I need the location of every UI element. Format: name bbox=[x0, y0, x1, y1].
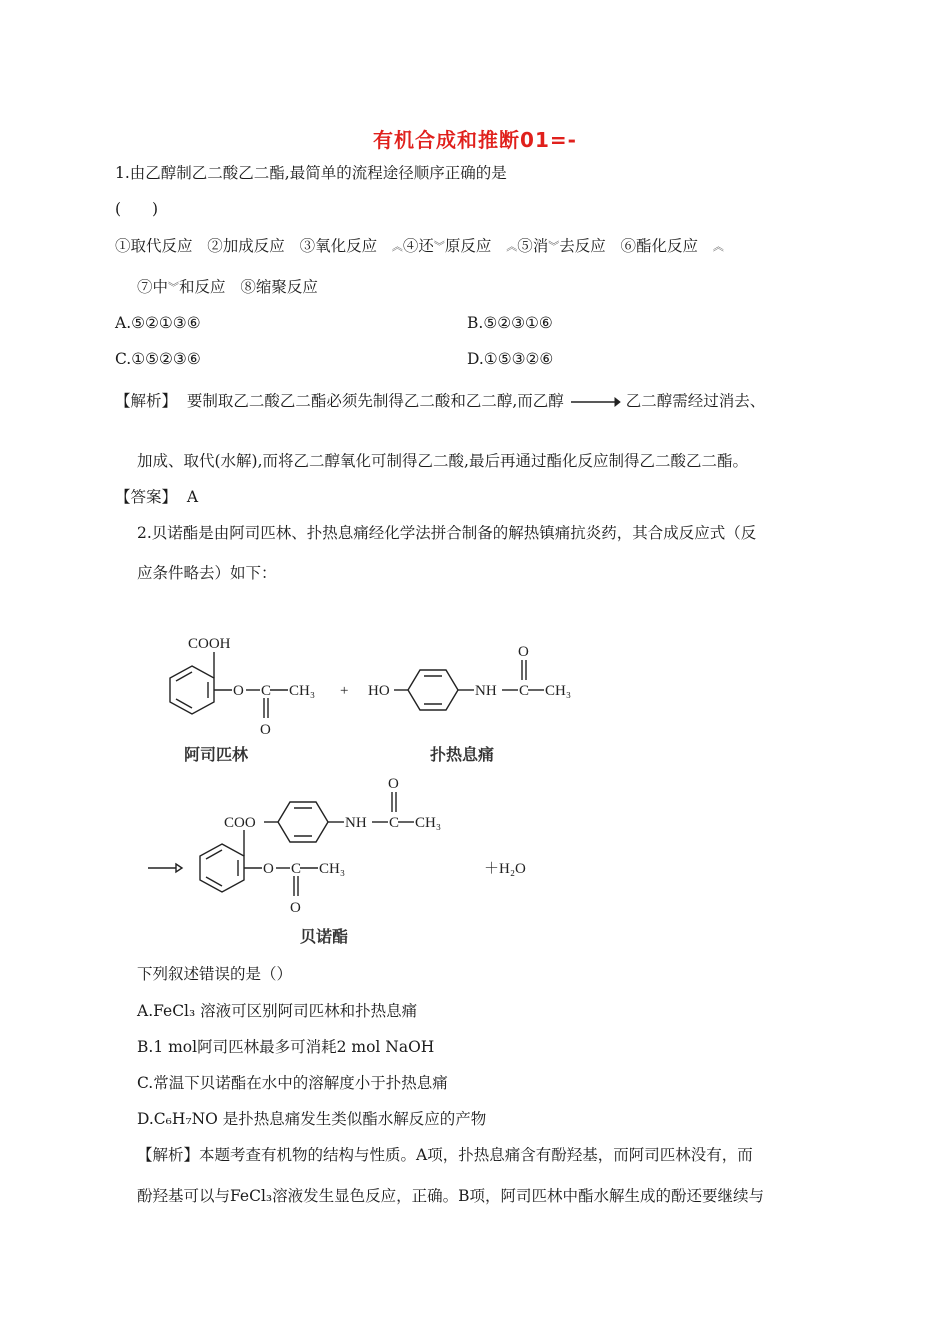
q2-option-b: B.1 mol阿司匹林最多可消耗2 mol NaOH bbox=[137, 1038, 435, 1056]
q1-analysis-text-a: 要制取乙二酸乙二酯必须先制得乙二酸和乙二醇,而乙醇 bbox=[186, 392, 564, 410]
amide-nitrogen: NH bbox=[345, 815, 367, 831]
q1-opt-6: ⑥酯化反应 bbox=[620, 237, 699, 255]
plus-sign: + bbox=[340, 683, 349, 699]
methyl-group: CH₃ bbox=[289, 683, 316, 699]
carbonyl-carbon: C bbox=[389, 815, 400, 831]
q1-analysis-line2: 加成、取代(水解),而将乙二醇氧化可制得乙二酸,最后再通过酯化反应制得乙二酸乙二酯。 bbox=[137, 452, 748, 470]
q1-analysis-text-b: 乙二醇需经过消去、 bbox=[625, 392, 766, 410]
amide-nitrogen: NH bbox=[475, 683, 497, 699]
carbonyl-oxygen: O bbox=[260, 722, 271, 738]
q1-answer-tag: 【答案】 bbox=[115, 488, 178, 506]
arrow-right-icon bbox=[569, 395, 621, 409]
ester-coo-group: COO bbox=[224, 815, 256, 831]
q1-choice-d: D.①⑤③②⑥ bbox=[467, 350, 554, 368]
reaction-arrow-icon bbox=[148, 864, 182, 872]
q1-options-line2 bbox=[137, 277, 318, 298]
q1-analysis-line1 bbox=[115, 391, 765, 411]
q1-analysis-tag: 【解析】 bbox=[115, 392, 178, 410]
benorilate-structure bbox=[200, 776, 441, 916]
carbonyl-carbon: C bbox=[291, 861, 302, 877]
label-aspirin: 阿司匹林 bbox=[184, 745, 249, 764]
q1-opt-4b: 原反应 bbox=[444, 237, 492, 255]
q2-stem-line1: 2.贝诺酯是由阿司匹林、扑热息痛经化学法拼合制备的解热镇痛抗炎药，其合成反应式（反 bbox=[137, 524, 757, 542]
q1-choice-c: C.①⑤②③⑥ bbox=[115, 350, 201, 368]
q1-opt-2: ②加成反应 bbox=[207, 237, 285, 255]
q2-analysis-tag: 【解析】 bbox=[137, 1146, 200, 1164]
methyl-group: CH₃ bbox=[319, 861, 346, 877]
q1-choice-a: A.⑤②①③⑥ bbox=[115, 314, 201, 332]
q2-option-d: D.C₆H₇NO 是扑热息痛发生类似酯水解反应的产物 bbox=[137, 1110, 487, 1128]
q1-opt-5a: ⑤消 bbox=[517, 237, 549, 255]
q1-opt-7a: ⑦中 bbox=[137, 278, 169, 296]
q1-choice-b: B.⑤②③①⑥ bbox=[467, 314, 553, 332]
chevron-up-icon: ︽ bbox=[712, 240, 724, 253]
q1-answer bbox=[115, 487, 198, 507]
ester-oxygen: O bbox=[263, 861, 274, 877]
q1-opt-5b: 去反应 bbox=[559, 237, 606, 255]
reaction-scheme bbox=[140, 620, 620, 950]
methyl-group: CH₃ bbox=[415, 815, 442, 831]
paracetamol-structure bbox=[368, 644, 571, 710]
carbonyl-oxygen: O bbox=[388, 776, 399, 792]
label-benorilate: 贝诺酯 bbox=[300, 927, 349, 946]
q2-prompt: 下列叙述错误的是（） bbox=[137, 965, 293, 983]
q2-analysis-line2: 酚羟基可以与FeCl₃溶液发生显色反应，正确。B项，阿司匹林中酯水解生成的酚还要继续与 bbox=[137, 1187, 765, 1205]
cooh-group: COOH bbox=[188, 636, 231, 652]
q1-opt-8: ⑧缩聚反应 bbox=[240, 278, 318, 296]
chevron-up-icon: ︽ bbox=[506, 240, 518, 253]
methyl-group: CH₃ bbox=[545, 683, 572, 699]
chevron-down-icon: ︾ bbox=[433, 240, 445, 253]
chevron-down-icon: ︾ bbox=[168, 281, 180, 294]
q2-stem-line2: 应条件略去）如下： bbox=[137, 564, 277, 582]
chevron-up-icon: ︽ bbox=[391, 240, 403, 253]
q1-opt-7b: 和反应 bbox=[179, 278, 226, 296]
hydroxyl-group: HO bbox=[368, 683, 390, 699]
q2-analysis-text-1: 本题考查有机物的结构与性质。A项，扑热息痛含有酚羟基，而阿司匹林没有，而 bbox=[199, 1146, 753, 1164]
q2-option-a: A.FeCl₃ 溶液可区别阿司匹林和扑热息痛 bbox=[137, 1002, 418, 1020]
aspirin-structure bbox=[170, 636, 315, 738]
q1-opt-4a: ④还 bbox=[402, 237, 434, 255]
q1-opt-3: ③氧化反应 bbox=[299, 237, 378, 255]
page-title: 有机合成和推断01=- bbox=[373, 128, 577, 152]
carbonyl-carbon: C bbox=[261, 683, 272, 699]
q1-options-line1 bbox=[115, 236, 724, 257]
q1-answer-value: A bbox=[186, 488, 199, 506]
chevron-down-icon: ︾ bbox=[548, 240, 560, 253]
label-paracetamol: 扑热息痛 bbox=[430, 745, 495, 764]
carbonyl-oxygen: O bbox=[518, 644, 529, 660]
q2-analysis-line1 bbox=[137, 1145, 753, 1165]
q1-opt-1: ①取代反应 bbox=[115, 237, 193, 255]
ester-oxygen: O bbox=[233, 683, 244, 699]
carbonyl-carbon: C bbox=[519, 683, 530, 699]
plus-water: ＋H₂O bbox=[484, 861, 526, 877]
q2-option-c: C.常温下贝诺酯在水中的溶解度小于扑热息痛 bbox=[137, 1074, 448, 1092]
q1-paren: ( ) bbox=[115, 200, 159, 218]
carbonyl-oxygen: O bbox=[290, 900, 301, 916]
q1-stem: 1.由乙醇制乙二酸乙二酯,最简单的流程途径顺序正确的是 bbox=[115, 164, 507, 182]
